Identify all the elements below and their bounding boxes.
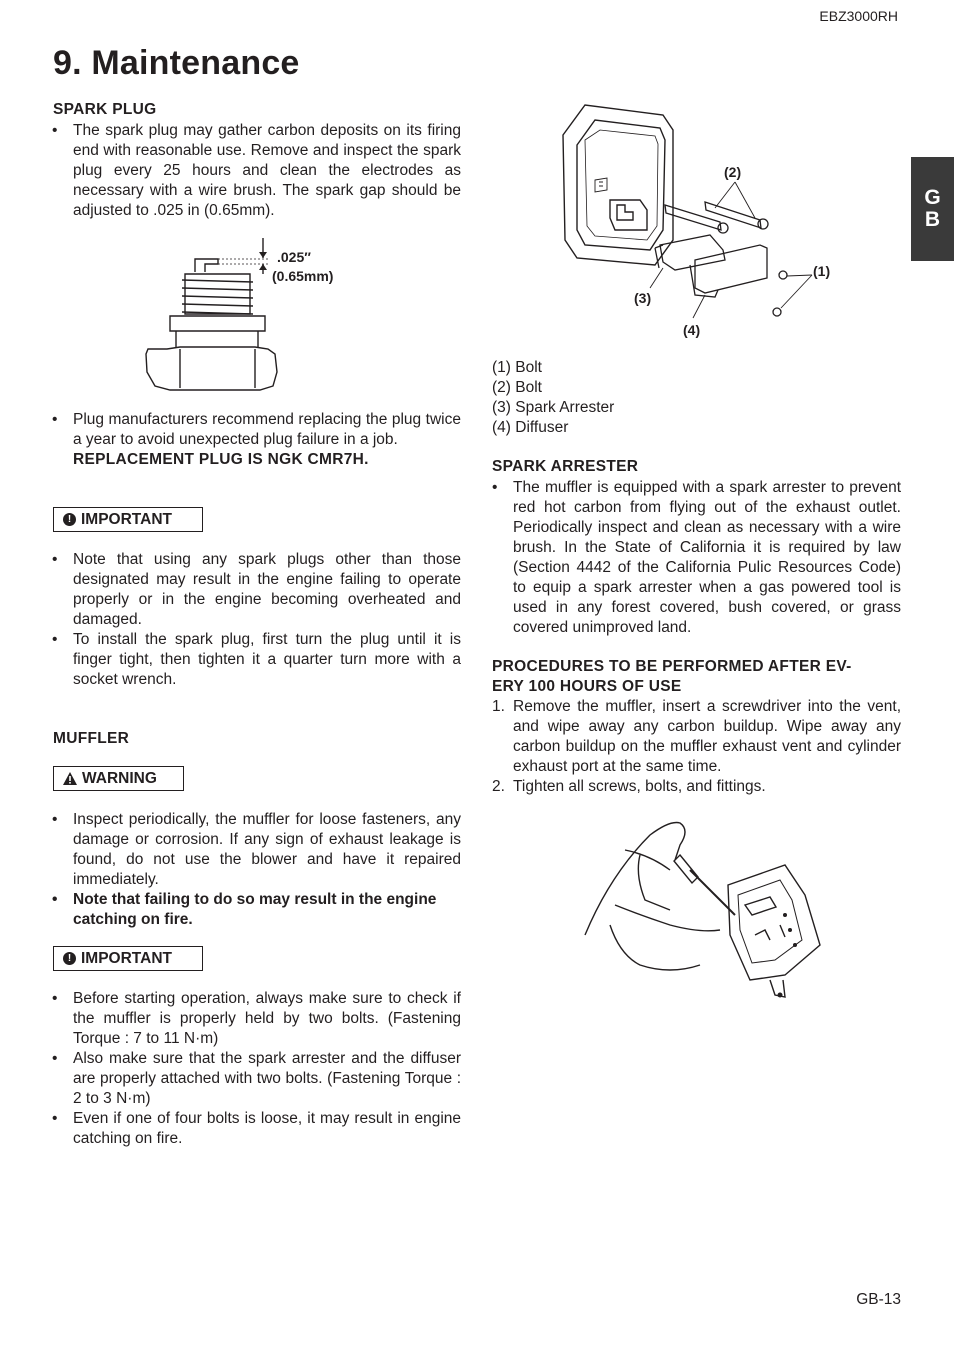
important1-bullet-1-text: Note that using any spark plugs other than those designated may result in the engine failing to operate properly or in the engine becoming overheated and damaged. — [73, 551, 461, 628]
important2-bullet-3 — [52, 1109, 461, 1149]
procedures-heading-line1: PROCEDURES TO BE PERFORMED AFTER EV- — [492, 658, 852, 675]
muffler-exploded-diagram — [555, 100, 845, 350]
caption-1: (1) Bolt — [492, 359, 542, 376]
page-number: GB-13 — [856, 1291, 901, 1308]
important1-bullet-1 — [52, 550, 461, 630]
bullet-dot: • — [52, 551, 58, 568]
spark-arrester-heading: SPARK ARRESTER — [492, 458, 639, 475]
bullet-dot: • — [52, 411, 58, 428]
important-label-1 — [53, 507, 203, 532]
muffler-bullet-2 — [52, 890, 461, 930]
bullet-dot: • — [52, 122, 58, 139]
callout-4: (4) — [683, 322, 701, 338]
bullet-dot: • — [52, 631, 58, 648]
procedure-item-1-number: 1. — [492, 698, 505, 715]
bullet-dot: • — [52, 1050, 58, 1067]
page-title: 9. Maintenance — [53, 44, 300, 82]
important2-bullet-1-text: Before starting operation, always make sure to check if the muffler is properly held by two bolts. (Fastening Torque : 7 to 11 N·m) — [73, 990, 461, 1047]
caption-4: (4) Diffuser — [492, 419, 569, 436]
procedure-item-2 — [492, 777, 901, 797]
callout-2: (2) — [724, 164, 742, 180]
spark-arrester-bullet-1-text: The muffler is equipped with a spark arrester to prevent red hot carbon from flying out of the exhaust outlet. Periodically inspect and clean as necessary with a wire brush. In the State of California it is required by law (Section 4442 of the California Pulic Resources Code) to equip a spark arrester when a gas powered tool is used in any forest covered, bush covered, or grass covered unimproved land. — [513, 479, 901, 636]
important-label-1-text: IMPORTANT — [81, 510, 172, 528]
tab-letter-b: B — [924, 208, 941, 231]
procedure-item-1 — [492, 697, 901, 777]
bullet-dot: • — [492, 479, 498, 496]
gap-mm-label: (0.65mm) — [272, 268, 334, 284]
spark-plug-heading: SPARK PLUG — [53, 101, 157, 118]
bullet-dot: • — [52, 990, 58, 1007]
model-number: EBZ3000RH — [819, 8, 898, 24]
important-label-2-text: IMPORTANT — [81, 949, 172, 967]
procedure-item-2-number: 2. — [492, 778, 505, 795]
exclamation-icon: ! — [63, 952, 76, 965]
important1-bullet-2-text: To install the spark plug, first turn the plug until it is finger tight, then tighten it a quarter turn more with a socket wrench. — [73, 631, 461, 688]
gap-inch-label: .025″ — [277, 249, 311, 265]
caption-3: (3) Spark Arrester — [492, 399, 615, 416]
tab-letter-g: G — [924, 186, 941, 209]
bullet-dot: • — [52, 1110, 58, 1127]
important2-bullet-2 — [52, 1049, 461, 1109]
language-tab — [911, 157, 954, 261]
bullet-dot: • — [52, 811, 58, 828]
important2-bullet-2-text: Also make sure that the spark arrester and the diffuser are properly attached with two bolts. (Fastening Torque : 2 to 3 N·m) — [73, 1050, 461, 1107]
callout-3: (3) — [634, 290, 652, 306]
important-label-2 — [53, 946, 203, 971]
callout-1: (1) — [813, 263, 831, 279]
muffler-bullet-2-text: Note that failing to do so may result in the engine catching on fire. — [73, 891, 437, 928]
spark-arrester-bullet-1 — [492, 478, 901, 638]
important2-bullet-3-text: Even if one of four bolts is loose, it may result in engine catching on fire. — [73, 1110, 461, 1147]
muffler-bullet-1 — [52, 810, 461, 890]
procedures-heading-line2: ERY 100 HOURS OF USE — [492, 678, 682, 695]
caption-2: (2) Bolt — [492, 379, 542, 396]
important2-bullet-1 — [52, 989, 461, 1049]
important1-bullet-2 — [52, 630, 461, 690]
warning-label — [53, 766, 184, 791]
muffler-heading: MUFFLER — [53, 730, 130, 747]
spark-plug-bullet-1 — [52, 121, 461, 221]
spark-plug-bullet-2 — [52, 410, 461, 450]
procedure-item-1-text: Remove the muffler, insert a screwdriver into the vent, and wipe away any carbon buildup. Wipe away any carbon buildup on the muffler exhaust vent and cylinder exhaust port at the same time. — [513, 698, 901, 775]
bullet-dot: • — [52, 891, 58, 908]
spark-plug-bullet-1-text: The spark plug may gather carbon deposits on its firing end with reasonable use. Remove and inspect the spark plug every 25 hours and clean the electrodes as necessary with a wire brush. The spark gap should be adjusted to .025 in (0.65mm). — [73, 122, 461, 219]
muffler-bullet-1-text: Inspect periodically, the muffler for loose fasteners, any damage or corrosion. If any sign of exhaust leakage is found, do not use the blower and have it repaired immediately. — [73, 811, 461, 888]
procedure-item-2-text: Tighten all screws, bolts, and fittings. — [513, 778, 766, 795]
warning-label-text: WARNING — [82, 769, 157, 787]
spark-plug-diagram — [140, 234, 360, 394]
warning-triangle-icon — [63, 772, 77, 785]
exclamation-icon: ! — [63, 513, 76, 526]
replacement-plug-note: REPLACEMENT PLUG IS NGK CMR7H. — [73, 451, 369, 468]
cleaning-muffler-illustration — [580, 815, 830, 1005]
spark-plug-bullet-2-text: Plug manufacturers recommend replacing the plug twice a year to avoid unexpected plug failure in a job. — [73, 411, 461, 448]
